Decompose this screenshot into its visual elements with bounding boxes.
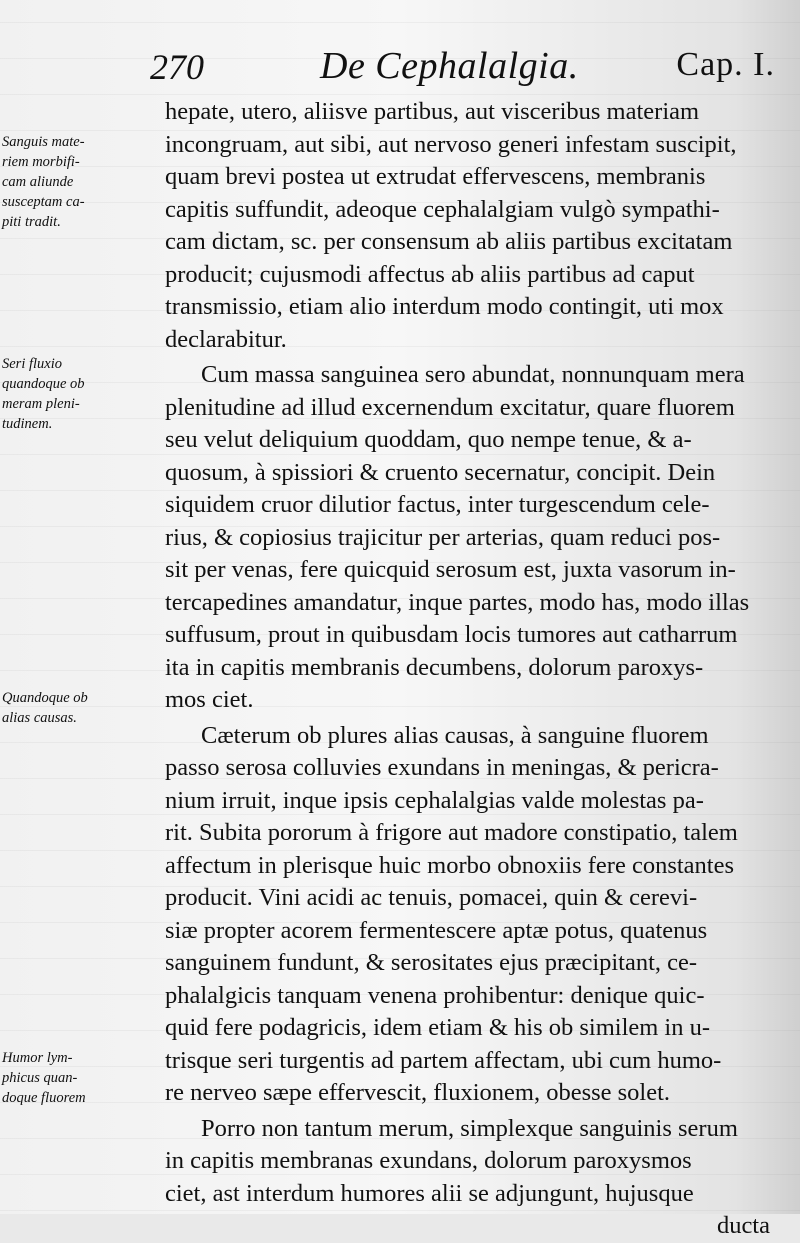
main-text — [165, 96, 770, 1243]
text-line: siæ propter acorem fermentescere aptæ potus, quatenus — [165, 916, 708, 944]
margin-note: Sanguis mate- riem morbifi- cam aliunde susceptam ca- piti tradit. — [2, 134, 85, 230]
text-line: hepate, utero, aliisve partibus, aut visceribus materiam — [165, 98, 700, 125]
text-line: producit; cujusmodi affectus ab aliis partibus ad caput — [165, 260, 695, 288]
text-line: transmissio, etiam alio interdum modo contingit, uti mox — [165, 293, 724, 320]
margin-note: Humor lym- phicus quan- doque fluorem — [2, 1050, 86, 1106]
text-line: quosum, à spissiori & cruento secernatur, concipit. Dein — [165, 458, 716, 486]
running-head — [150, 40, 775, 96]
text-line: rit. Subita pororum à frigore aut madore constipatio, talem — [165, 819, 738, 846]
running-title: De Cephalalgia. — [320, 45, 579, 87]
text-line: suffusum, prout in quibusdam locis tumores aut catharrum — [165, 621, 738, 648]
text-line: producit. Vini acidi ac tenuis, pomacei, quin & cerevi- — [165, 884, 698, 911]
page-number: 270 — [150, 47, 204, 87]
text-line: ita in capitis membranis decumbens, dolorum paroxys- — [165, 653, 704, 681]
text-line: in capitis membranas exundans, dolorum paroxysmos — [165, 1147, 692, 1174]
margin-note: Quandoque ob alias causas. — [2, 690, 88, 726]
text-line: re nerveo sæpe effervescit, fluxionem, obesse solet. — [165, 1079, 671, 1106]
text-line: seu velut deliquium quoddam, quo nempe tenue, & a- — [165, 426, 692, 453]
catchword: ducta — [716, 1212, 770, 1239]
text-line: quam brevi postea ut extrudat effervescens, membranis — [165, 163, 706, 190]
margin-notes — [0, 0, 170, 1214]
text-line: sanguinem fundunt, & serositates ejus præcipitant, ce- — [165, 949, 698, 976]
text-line: trisque seri turgentis ad partem affectam, ubi cum humo- — [165, 1046, 722, 1074]
text-line: ciet, ast interdum humores alii se adjungunt, hujusque — [165, 1179, 694, 1207]
text-line: quid fere podagricis, idem etiam & his ob similem in u- — [165, 1014, 711, 1041]
text-line: affectum in plerisque huic morbo obnoxiis fere constantes — [165, 851, 735, 879]
text-line: tercapedines amandatur, inque partes, modo has, modo illas — [165, 588, 750, 616]
chapter-label: Cap. I. — [676, 46, 775, 83]
text-line: cam dictam, sc. per consensum ab aliis partibus excitatam — [165, 228, 733, 255]
text-line: capitis suffundit, adeoque cephalalgiam vulgò sympathi- — [165, 195, 720, 223]
margin-note: Seri fluxio quandoque ob meram pleni- tudinem. — [2, 356, 85, 432]
text-line: phalalgicis tanquam venena prohibentur: denique quic- — [165, 981, 705, 1009]
text-line: plenitudine ad illud excernendum excitatur, quare fluorem — [165, 393, 735, 421]
text-line: passo serosa colluvies exundans in meningas, & pericra- — [165, 754, 719, 781]
text-line: incongruam, aut sibi, aut nervoso generi infestam suscipit, — [165, 130, 737, 158]
text-line: sit per venas, fere quicquid serosum est, juxta vasorum in- — [165, 556, 736, 583]
text-line: rius, & copiosius trajicitur per arterias, quam reduci pos- — [165, 523, 721, 551]
paragraph-start-line: Cæterum ob plures alias causas, à sanguine fluorem — [201, 721, 709, 749]
text-line: mos ciet. — [165, 686, 254, 713]
paragraph-start-line: Cum massa sanguinea sero abundat, nonnunquam mera — [201, 361, 745, 388]
paragraph-start-line: Porro non tantum merum, simplexque sanguinis serum — [201, 1114, 738, 1142]
text-line: nium irruit, inque ipsis cephalalgias valde molestas pa- — [165, 786, 704, 814]
text-line: siquidem cruor dilutior factus, inter turgescendum cele- — [165, 491, 710, 518]
text-line: declarabitur. — [165, 325, 287, 353]
